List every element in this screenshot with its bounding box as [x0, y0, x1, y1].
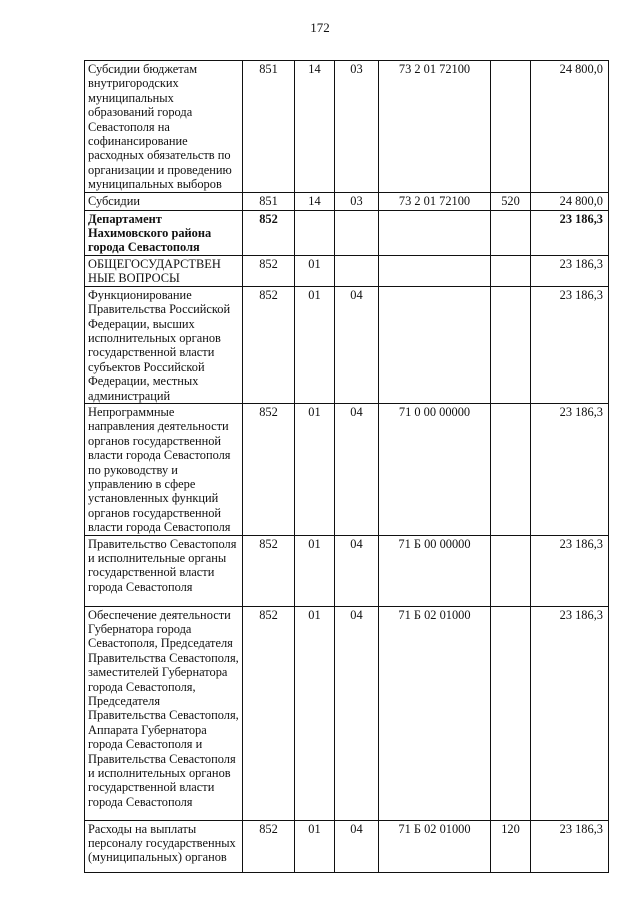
- cell-target: [379, 286, 491, 403]
- cell-name: Расходы на выплаты персоналу государственных (муниципальных) органов: [85, 820, 243, 872]
- cell-subsection: 03: [335, 192, 379, 210]
- cell-ministry: 852: [243, 210, 295, 255]
- cell-subsection: 03: [335, 61, 379, 193]
- cell-subsection: 04: [335, 535, 379, 606]
- cell-subsection: [335, 255, 379, 286]
- cell-expense-type: [491, 255, 531, 286]
- cell-name: Субсидии: [85, 192, 243, 210]
- cell-section: 14: [295, 192, 335, 210]
- cell-ministry: 852: [243, 286, 295, 403]
- cell-target: 71 Б 02 01000: [379, 820, 491, 872]
- cell-name: ОБЩЕГОСУДАРСТВЕН НЫЕ ВОПРОСЫ: [85, 255, 243, 286]
- cell-amount: 23 186,3: [531, 403, 609, 535]
- cell-subsection: [335, 210, 379, 255]
- cell-ministry: 852: [243, 606, 295, 820]
- cell-expense-type: [491, 210, 531, 255]
- cell-target: [379, 255, 491, 286]
- cell-target: 73 2 01 72100: [379, 61, 491, 193]
- cell-expense-type: [491, 61, 531, 193]
- cell-name: Правительство Севастополя и исполнительные органы государственной власти города Севастополя: [85, 535, 243, 606]
- cell-section: 01: [295, 606, 335, 820]
- cell-target: 71 Б 02 01000: [379, 606, 491, 820]
- table-row: [85, 255, 609, 286]
- table-body: [85, 61, 609, 873]
- cell-ministry: 851: [243, 192, 295, 210]
- cell-expense-type: 520: [491, 192, 531, 210]
- cell-subsection: 04: [335, 403, 379, 535]
- cell-expense-type: [491, 606, 531, 820]
- cell-name: Непрограммные направления деятельности органов государственной власти города Севастополя по руководству и управлению в сфере установленных функций органов государственной власти города Севастополя: [85, 403, 243, 535]
- cell-amount: 24 800,0: [531, 192, 609, 210]
- cell-expense-type: [491, 403, 531, 535]
- cell-subsection: 04: [335, 286, 379, 403]
- cell-amount: 23 186,3: [531, 286, 609, 403]
- cell-amount: 24 800,0: [531, 61, 609, 193]
- cell-name: Обеспечение деятельности Губернатора города Севастополя, Председателя Правительства Севастополя, заместителей Губернатора города Севастополя, Председателя Правительства Севастополя, Аппарата Губернатора города Севастополя и Правительства Севастополя и исполнительных органов государственной власти города Севастополя: [85, 606, 243, 820]
- page-number: 172: [310, 20, 330, 35]
- table-row: [85, 606, 609, 820]
- table-row: [85, 192, 609, 210]
- cell-expense-type: [491, 535, 531, 606]
- cell-expense-type: [491, 286, 531, 403]
- cell-name: Департамент Нахимовского района города Севастополя: [85, 210, 243, 255]
- cell-section: 01: [295, 286, 335, 403]
- cell-subsection: 04: [335, 820, 379, 872]
- cell-name: Субсидии бюджетам внутригородских муниципальных образований города Севастополя на софинансирование расходных обязательств по организации и проведению муниципальных выборов: [85, 61, 243, 193]
- cell-section: 01: [295, 820, 335, 872]
- table-row: [85, 820, 609, 872]
- cell-expense-type: 120: [491, 820, 531, 872]
- cell-section: 14: [295, 61, 335, 193]
- cell-ministry: 852: [243, 255, 295, 286]
- cell-amount: 23 186,3: [531, 820, 609, 872]
- cell-ministry: 852: [243, 403, 295, 535]
- table-row: [85, 61, 609, 193]
- cell-section: 01: [295, 535, 335, 606]
- cell-subsection: 04: [335, 606, 379, 820]
- cell-ministry: 852: [243, 820, 295, 872]
- cell-name: Функционирование Правительства Российской Федерации, высших исполнительных органов государственной власти субъектов Российской Федерации, местных администраций: [85, 286, 243, 403]
- table-row: [85, 535, 609, 606]
- cell-target: 71 Б 00 00000: [379, 535, 491, 606]
- budget-table: [84, 60, 609, 873]
- cell-target: 71 0 00 00000: [379, 403, 491, 535]
- cell-amount: 23 186,3: [531, 255, 609, 286]
- cell-ministry: 851: [243, 61, 295, 193]
- cell-amount: 23 186,3: [531, 210, 609, 255]
- table-row: [85, 403, 609, 535]
- cell-amount: 23 186,3: [531, 535, 609, 606]
- cell-target: 73 2 01 72100: [379, 192, 491, 210]
- table-row: [85, 210, 609, 255]
- cell-section: 01: [295, 403, 335, 535]
- table-row: [85, 286, 609, 403]
- cell-ministry: 852: [243, 535, 295, 606]
- cell-section: 01: [295, 255, 335, 286]
- cell-amount: 23 186,3: [531, 606, 609, 820]
- cell-section: [295, 210, 335, 255]
- cell-target: [379, 210, 491, 255]
